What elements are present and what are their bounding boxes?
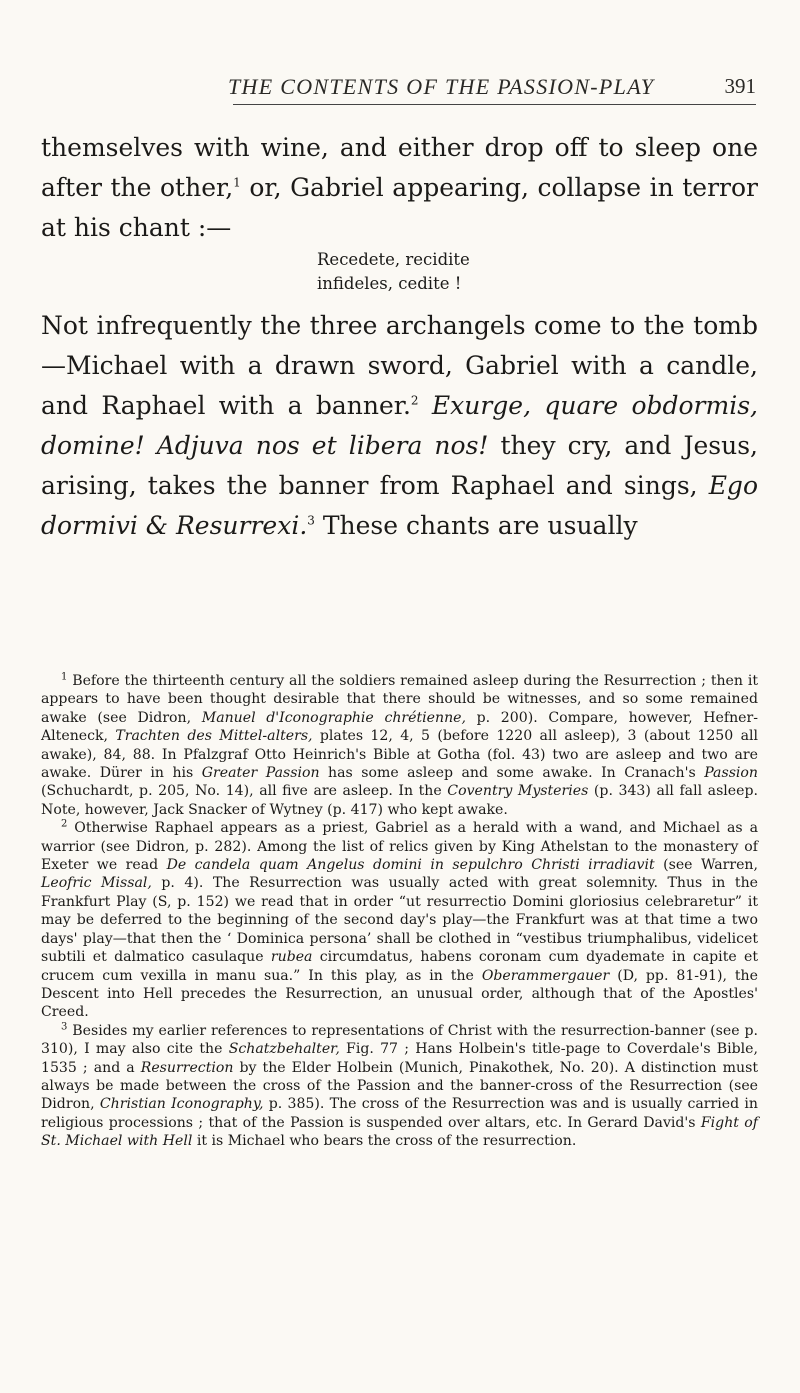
footnote-3: $^3$ Besides my earlier references to representations of Christ with the resurrection-banner (see p. 310), I may also cite the Schatzbehalter, Fig. 77 ; Hans Holbein's title-page to Coverdale's Bible, 1535 ; and a Resurrection by the Elder Holbein (Munich, Pinakothek, No. 20). A distinction must always be made between the cross of the Passion and the banner-cross of the Resurrection (see Didron, Christian Iconography, p. 385). The cross of the Resurrection was and is usually carried in religious processions ; that of the Passion is suspended over altars, etc. In Gerard David's Fight of St. Michael with Hell it is Michael who bears the cross of the resurrection.: [41, 1021, 759, 1150]
main-text: [41, 128, 758, 546]
footnote-ref-1: 1: [233, 175, 241, 190]
running-title: THE CONTENTS OF THE PASSION-PLAY: [228, 74, 655, 99]
footnote-ref-3: 3: [307, 513, 315, 528]
verse-line-1: Recedete, recidite: [317, 250, 470, 269]
page-number: 391: [724, 74, 756, 98]
header-rule: [233, 104, 756, 105]
footnote-2: $^2$ Otherwise Raphael appears as a priest, Gabriel as a herald with a wand, and Michael as a warrior (see Didron, p. 282). Among the list of relics given by King Athelstan to the monastery of Exeter we read De candela quam Angelus domini in sepulchro Christi irradiavit (see Warren, Leofric Missal, p. 4). The Resurrection was usually acted with great solemnity. Thus in the Frankfurt Play (S, p. 152) we read that in order “ut resurrectio Domini gloriosius celebraretur” it may be deferred to the beginning of the second day's play—the Frankfurt was at that time a two days' play—that then the ‘ Dominica persona’ shall be clothed in “vestibus triumphalibus, videlicet subtili et dalmatico casulaque rubea circumdatus, habens coronam cum dyademate in capite et crucem cum vexilla in manu sua.” In this play, as in the Oberammergauer (D, pp. 81-91), the Descent into Hell precedes the Resurrection, an unusual order, although that of the Apostles' Creed.: [41, 818, 758, 1021]
paragraph-1: themselves with wine, and either drop off to sleep one after the other,$^1$ or, Gabriel appearing, collapse in terror at his chant :—: [41, 133, 758, 242]
verse-line-2: infideles, cedite !: [317, 274, 462, 293]
footnotes: [41, 672, 758, 1151]
paragraph-2: Not infrequently the three archangels come to the tomb —Michael with a drawn sword, Gabriel with a candle, and Raphael with a banner.$^2$ Exurge, quare obdormis, domine! Adjuva nos et libera nos! they cry, and Jesus, arising, takes the banner from Raphael and sings, Ego dormivi & Resurrexi.$^3$ These chants are usually: [41, 311, 758, 540]
footnote-ref-2: 2: [410, 393, 419, 408]
footnote-1: $^1$ Before the thirteenth century all the soldiers remained asleep during the Resurrection ; then it appears to have been thought desirable that there should be witnesses, and so some remained awake (see Didron, Manuel d'Iconographie chrétienne, p. 200). Compare, however, Hefner-Alteneck, Trachten des Mittel-alters, plates 12, 4, 5 (before 1220 all asleep), 3 (about 1250 all awake), 84, 88. In Pfalzgraf Otto Heinrich's Bible at Gotha (fol. 43) two are asleep and two are awake. Dürer in his Greater Passion has some asleep and some awake. In Cranach's Passion (Schuchardt, p. 205, No. 14), all five are asleep. In the Coventry Mysteries (p. 343) all fall asleep. Note, however, Jack Snacker of Wytney (p. 417) who kept awake.: [41, 671, 758, 818]
